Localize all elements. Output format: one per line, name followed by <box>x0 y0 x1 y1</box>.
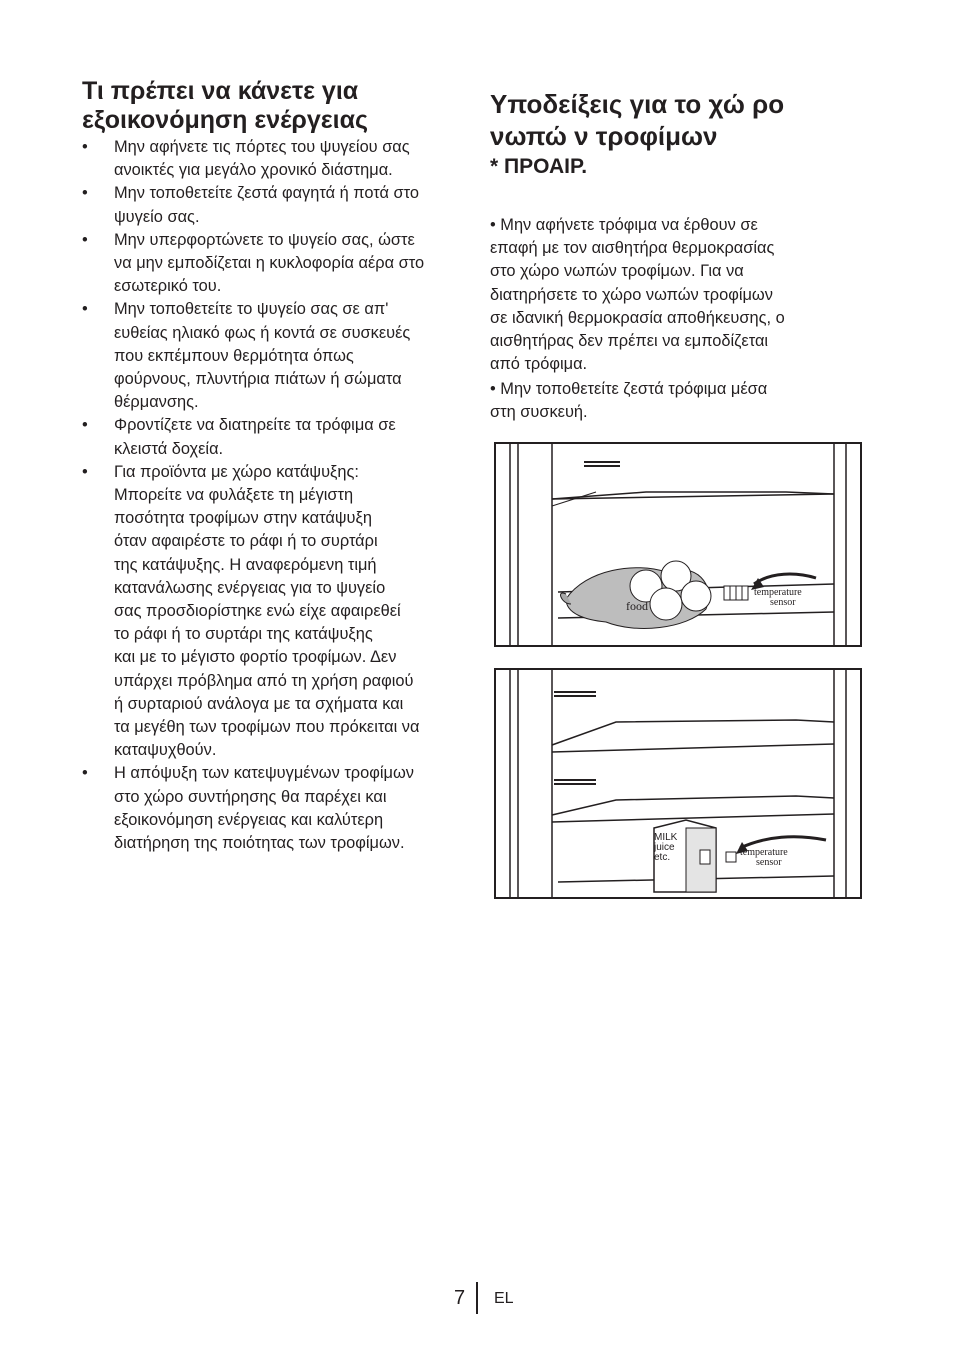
bullet: • <box>82 138 88 156</box>
list-item <box>82 298 467 414</box>
fridge-interior-illustration <box>496 670 860 897</box>
list-item <box>82 136 467 182</box>
sensor-label-line1: temperature <box>754 587 802 598</box>
list-item-text: Φροντίζετε να διατηρείτε τα τρόφιμα σε κλειστά δοχεία. <box>114 416 396 458</box>
right-heading-line2: νωπώ ν τροφίμων <box>490 121 718 151</box>
list-item <box>82 461 467 763</box>
bullet: • <box>82 184 88 203</box>
list-item-text: Μην τοποθετείτε ζεστά φαγητά ή ποτά στο ψυγείο σας. <box>114 184 420 226</box>
list-item-text: Μην υπερφορτώνετε το ψυγείο σας, ώστε να μην εμποδίζεται η κυκλοφορία αέρα στο εσωτερικό του. <box>114 230 425 296</box>
optional-label: * ΠΡΟΑΙΡ. <box>490 155 588 178</box>
list-item <box>82 414 467 460</box>
fridge-food-figure <box>494 442 862 647</box>
energy-saving-list <box>82 136 467 855</box>
sensor-label-line2: sensor <box>756 857 782 868</box>
paragraph-hot-food: • Μην τοποθετείτε ζεστά τρόφιμα μέσα στη συσκευή. <box>490 380 768 422</box>
milk-juice-label: MILK juice etc. <box>654 832 678 863</box>
list-item <box>82 229 467 299</box>
bullet: • <box>82 764 88 783</box>
list-item-text: Μην τοποθετείτε το ψυγείο σας σε απ' ευθείας ηλιακό φως ή κοντά σε συσκευές που εκπέμπουν θερμότητα όπως φούρνους, πλυντήρια πιάτων ή σώματα θέρμανσης. <box>114 300 411 412</box>
right-heading <box>490 88 890 152</box>
fridge-interior-illustration <box>496 444 860 645</box>
list-item <box>82 182 467 228</box>
food-label: food <box>626 599 648 613</box>
fridge-milk-figure <box>494 668 862 899</box>
bullet: • <box>82 416 88 435</box>
paragraph-sensor: • Μην αφήνετε τρόφιμα να έρθουν σε επαφή με τον αισθητήρα θερμοκρασίας στο χώρο νωπών τροφίμων. Για να διατηρήσετε το χώρο νωπών τροφίμων σε ιδανική θερμοκρασία αποθήκευσης, ο αισθητήρας δεν πρέπει να εμποδίζεται από τρόφιμα. <box>490 216 785 374</box>
page-number: 7 <box>454 1287 466 1309</box>
sensor-label-line1: temperature <box>740 847 788 858</box>
list-item-text: Μην αφήνετε τις πόρτες του ψυγείου σας ανοικτές για μεγάλο χρονικό διάστημα. <box>114 138 410 180</box>
list-item <box>82 762 467 855</box>
right-heading-line1: Υποδείξεις για το χώ ρο <box>490 89 785 119</box>
bullet: • <box>82 300 88 319</box>
bullet: • <box>82 462 88 481</box>
sensor-label-line2: sensor <box>770 597 796 608</box>
left-heading: Τι πρέπει να κάνετε για εξοικονόμηση ενέργειας <box>82 77 368 134</box>
footer-divider <box>476 1282 478 1314</box>
list-item-text: Για προϊόντα με χώρο κατάψυξης: Μπορείτε να φυλάξετε τη μέγιστη ποσότητα τροφίμων στην κατάψυξη όταν αφαιρέστε το ράφι ή το συρτάρι της κατάψυξης. Η αναφερόμενη τιμή κατανάλωσης ενέργειας για το ψυγείο σας προσδιορίστηκε ενώ είχε αφαιρεθεί το ράφι ή το συρτάρι της κατάψυξης και με το μέγιστο φορτίο τροφίμων. Δεν υπάρχει πρόβλημα από τη χρήση ραφιού ή συρταριού ανάλογα με τα σχήματα και τα μεγέθη των τροφίμων που πρόκειται να καταψυχθούν. <box>114 462 420 760</box>
bullet: • <box>82 230 88 249</box>
language-code: EL <box>494 1290 514 1307</box>
list-item-text: Η απόψυξη των κατεψυγμένων τροφίμων στο χώρο συντήρησης θα παρέχει και εξοικονόμηση ενέργειας και καλύτερη διατήρηση της ποιότητας των τροφίμων. <box>114 764 414 853</box>
